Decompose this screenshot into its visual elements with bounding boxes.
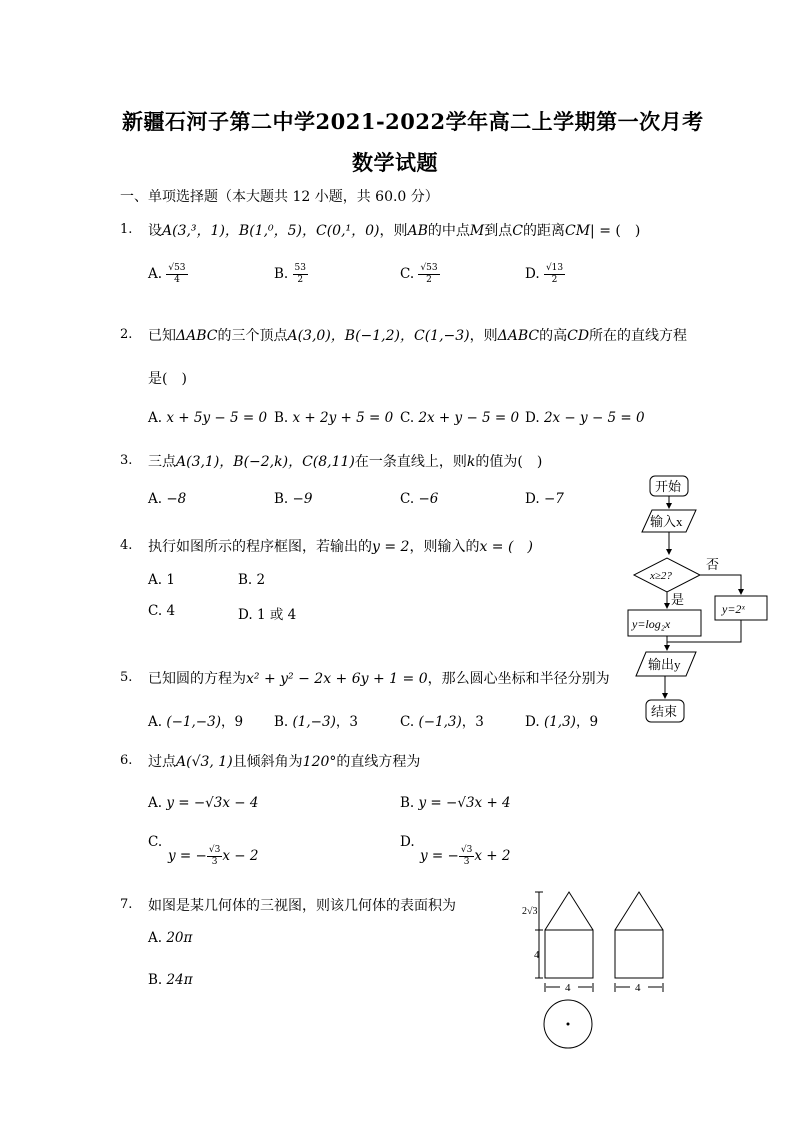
option-d[interactable]: D. −7 xyxy=(525,491,564,507)
flow-start-text: 开始 xyxy=(655,479,682,494)
option-b[interactable]: B. x + 2y + 5 = 0 xyxy=(274,410,394,426)
option-b[interactable]: B. 2 xyxy=(238,572,266,588)
flow-right-text: y=2ˣ xyxy=(722,602,745,616)
option-a[interactable]: A. (−1,−3)，9 xyxy=(148,714,244,730)
question-stem: 设A(3,³，1)，B(1,⁰，5)，C(0,¹，0)，则AB的中点M到点C的距离CM| = ( ) xyxy=(148,223,641,239)
option-d[interactable]: D. 1 或 4 xyxy=(238,607,297,623)
option-a[interactable]: A. x + 5y − 5 = 0 xyxy=(148,410,268,426)
option-a[interactable]: A. 1 xyxy=(148,572,175,588)
option-c[interactable]: C. −6 xyxy=(400,491,439,507)
option-a[interactable]: A. −8 xyxy=(148,491,187,507)
page-title: 新疆石河子第二中学2021-2022学年高二上学期第一次月考 xyxy=(122,109,704,134)
option-d[interactable]: D. (1,3)，9 xyxy=(525,714,599,730)
option-c[interactable]: y = − $\frac{√3}{3}$ x − 2 xyxy=(168,845,259,867)
option-b[interactable]: B. 24π xyxy=(148,972,193,988)
option-d[interactable]: D. $\frac{√13}{2}$ xyxy=(525,263,564,285)
dim-front-width: 4 xyxy=(565,982,571,994)
flowchart-diagram xyxy=(620,470,780,730)
option-a[interactable]: A. 20π xyxy=(148,930,193,946)
question-number: 3. xyxy=(120,453,133,468)
option-b[interactable]: B. (1,−3)，3 xyxy=(274,714,358,730)
question-stem: 已知圆的方程为x² + y² − 2x + 6y + 1 = 0，那么圆心坐标和半径分别为 xyxy=(148,671,610,687)
question-stem-line2: 是( ) xyxy=(148,371,187,387)
option-c[interactable]: C. 4 xyxy=(148,603,176,619)
option-c[interactable]: C. (−1,3)，3 xyxy=(400,714,484,730)
question-stem: 如图是某几何体的三视图，则该几何体的表面积为 xyxy=(148,898,456,914)
side-view-roof xyxy=(615,892,663,930)
option-a[interactable]: A. y = −√3x − 4 xyxy=(148,795,259,811)
flow-input-text: 输入x xyxy=(650,514,683,529)
question-stem: 已知ΔABC的三个顶点A(3,0)，B(−1,2)，C(1,−3)，则ΔABC的高CD所在的直线方程 xyxy=(148,328,688,344)
dim-roof-height: 2√3 xyxy=(522,906,538,917)
question-stem: 执行如图所示的程序框图，若输出的y = 2，则输入的x = ( ) xyxy=(148,539,533,555)
top-view-center-dot xyxy=(567,1023,570,1026)
question-number: 4. xyxy=(120,538,133,553)
three-view-diagram xyxy=(520,882,680,1057)
question-number: 7. xyxy=(120,897,133,912)
dim-body-height: 4 xyxy=(534,949,540,961)
option-d[interactable]: y = − $\frac{√3}{3}$ x + 2 xyxy=(420,845,511,867)
flow-end-text: 结束 xyxy=(651,704,678,719)
option-d[interactable]: D. 2x − y − 5 = 0 xyxy=(525,410,645,426)
option-c[interactable]: C. 2x + y − 5 = 0 xyxy=(400,410,520,426)
front-view-body xyxy=(545,930,593,978)
question-number: 5. xyxy=(120,670,133,685)
option-c-label[interactable]: C. xyxy=(148,834,163,850)
front-view-roof xyxy=(545,892,593,930)
option-d-label[interactable]: D. xyxy=(400,834,415,850)
flow-decision-text: x≥2? xyxy=(650,570,672,582)
option-c[interactable]: C. $\frac{√53}{2}$ xyxy=(400,263,438,285)
question-number: 6. xyxy=(120,753,133,768)
flow-yes-text: 是 xyxy=(671,592,685,607)
dim-side-width: 4 xyxy=(635,982,641,994)
flow-output-text: 输出y xyxy=(648,657,681,672)
flow-left-text: y=log₂x xyxy=(632,617,671,631)
option-b[interactable]: B. $\frac{53}{2}$ xyxy=(274,263,306,285)
page-subtitle: 数学试题 xyxy=(352,150,438,175)
question-stem: 三点A(3,1)，B(−2,k)，C(8,11)在一条直线上，则k的值为( ) xyxy=(148,454,543,470)
question-number: 1. xyxy=(120,222,133,237)
option-b[interactable]: B. y = −√3x + 4 xyxy=(400,795,511,811)
question-number: 2. xyxy=(120,327,133,342)
section-heading: 一、单项选择题（本大题共 12 小题，共 60.0 分） xyxy=(120,189,439,205)
question-stem: 过点A(√3, 1)且倾斜角为120°的直线方程为 xyxy=(148,754,421,770)
option-a[interactable]: A. $\frac{√53}{4}$ xyxy=(148,263,186,285)
flow-no-text: 否 xyxy=(706,557,720,572)
side-view-body xyxy=(615,930,663,978)
option-b[interactable]: B. −9 xyxy=(274,491,313,507)
